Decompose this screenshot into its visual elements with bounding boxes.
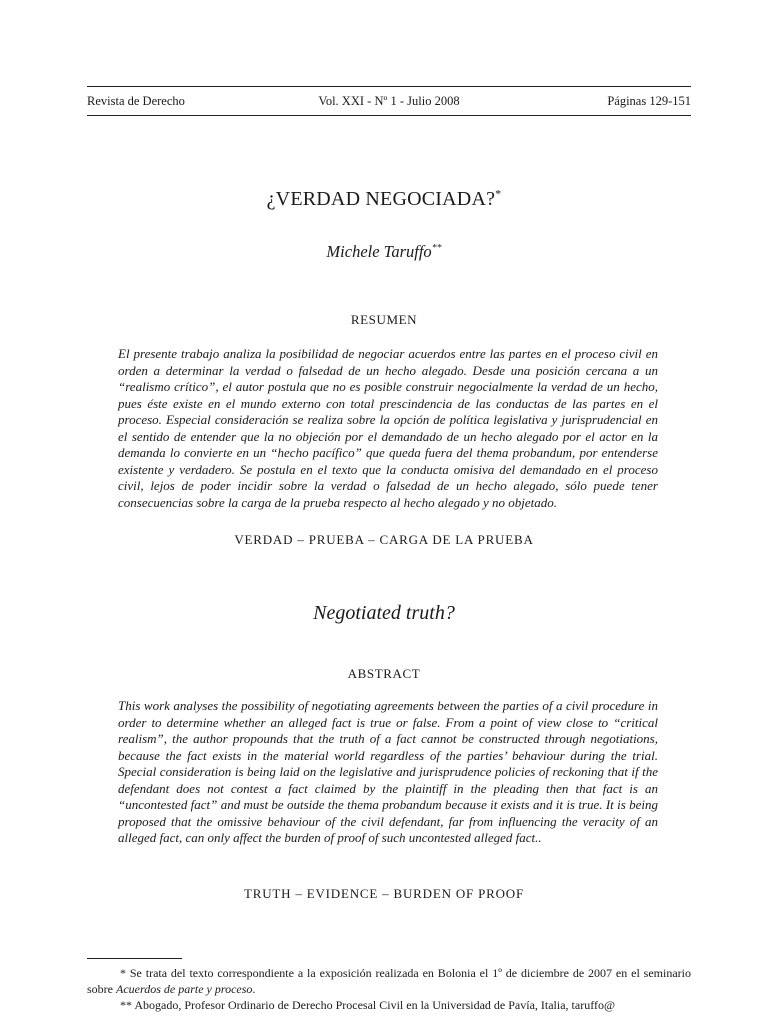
author-name: Michele Taruffo bbox=[326, 242, 432, 261]
article-title bbox=[0, 188, 768, 211]
abstract-keywords: TRUTH – EVIDENCE – BURDEN OF PROOF bbox=[244, 886, 524, 901]
title-text: ¿VERDAD NEGOCIADA? bbox=[266, 188, 496, 210]
footnotes bbox=[87, 965, 691, 1013]
resumen-keywords: VERDAD – PRUEBA – CARGA DE LA PRUEBA bbox=[234, 532, 534, 547]
footnote-2: ** Abogado, Profesor Ordinario de Derecho Procesal Civil en la Universidad de Pavía, Italia, taruffo@ bbox=[120, 998, 616, 1012]
english-title: Negotiated truth? bbox=[313, 602, 455, 624]
journal-name: Revista de Derecho bbox=[87, 93, 185, 108]
resumen-text: El presente trabajo analiza la posibilidad de negociar acuerdos entre las partes en el proceso civil en orden a determinar la verdad o falsedad de un hecho alegado. Desde una posición cercana a un “realismo crítico”, el autor postula que no es posible construir negocialmente la verdad de un hecho, pues éste existe en el mundo externo con total prescindencia de las conductas de las partes en el proceso. Especial consideración se realiza sobre la opción de política legislativa y jurisprudencial en el sentido de entender que la no objeción por el demandado de un hecho alegado por el actor en la demanda lo convierte en un “hecho pacífico” que queda fuera del thema probandum, por entenderse existente y verdadero. Se postula en el texto que la conducta omisiva del demandado en el proceso civil, lejos de poder incidir sobre la verdad o falsedad de un hecho alegado, sólo puede tener consecuencias sobre la carga de la prueba respecto al hecho alegado y no objetado. bbox=[118, 346, 658, 510]
abstract-heading: ABSTRACT bbox=[347, 666, 421, 681]
page-range: Páginas 129-151 bbox=[607, 93, 691, 108]
footnote-1: * Se trata del texto correspondiente a la exposición realizada en Bolonia el 1º de diciembre de 2007 en el seminario sobre Acuerdos de parte y proceso. bbox=[87, 966, 691, 996]
resumen-heading: RESUMEN bbox=[350, 312, 418, 327]
author-line bbox=[0, 242, 768, 262]
abstract-text: This work analyses the possibility of negotiating agreements between the parties of a civil procedure in order to determine whether an alleged fact is true or false. From a point of view close to “critical realism”, the author propounds that the truth of a fact cannot be constructed through negotiations, because the fact exists in the material world regardless of the parties’ behaviour during the trial. Special consideration is being laid on the legislative and jurisprudence policies of reckoning that if the defendant does not contest a fact claimed by the plaintiff in the pleading then that fact is an “uncontested fact” and must be outside the thema probandum because it exists and it is true. It is being proposed that the omissive behaviour of the civil defendant, far from influencing the veracity of an alleged fact, can only affect the burden of proof of such uncontested alleged fact.. bbox=[118, 698, 658, 845]
running-header bbox=[87, 86, 691, 116]
seminar-title: Acuerdos de parte y proceso bbox=[116, 982, 253, 996]
title-footnote-mark: * bbox=[495, 186, 502, 201]
author-footnote-mark: ** bbox=[431, 242, 442, 254]
volume-info: Vol. XXI - Nº 1 - Julio 2008 bbox=[318, 93, 460, 108]
footnote-divider bbox=[87, 958, 182, 959]
